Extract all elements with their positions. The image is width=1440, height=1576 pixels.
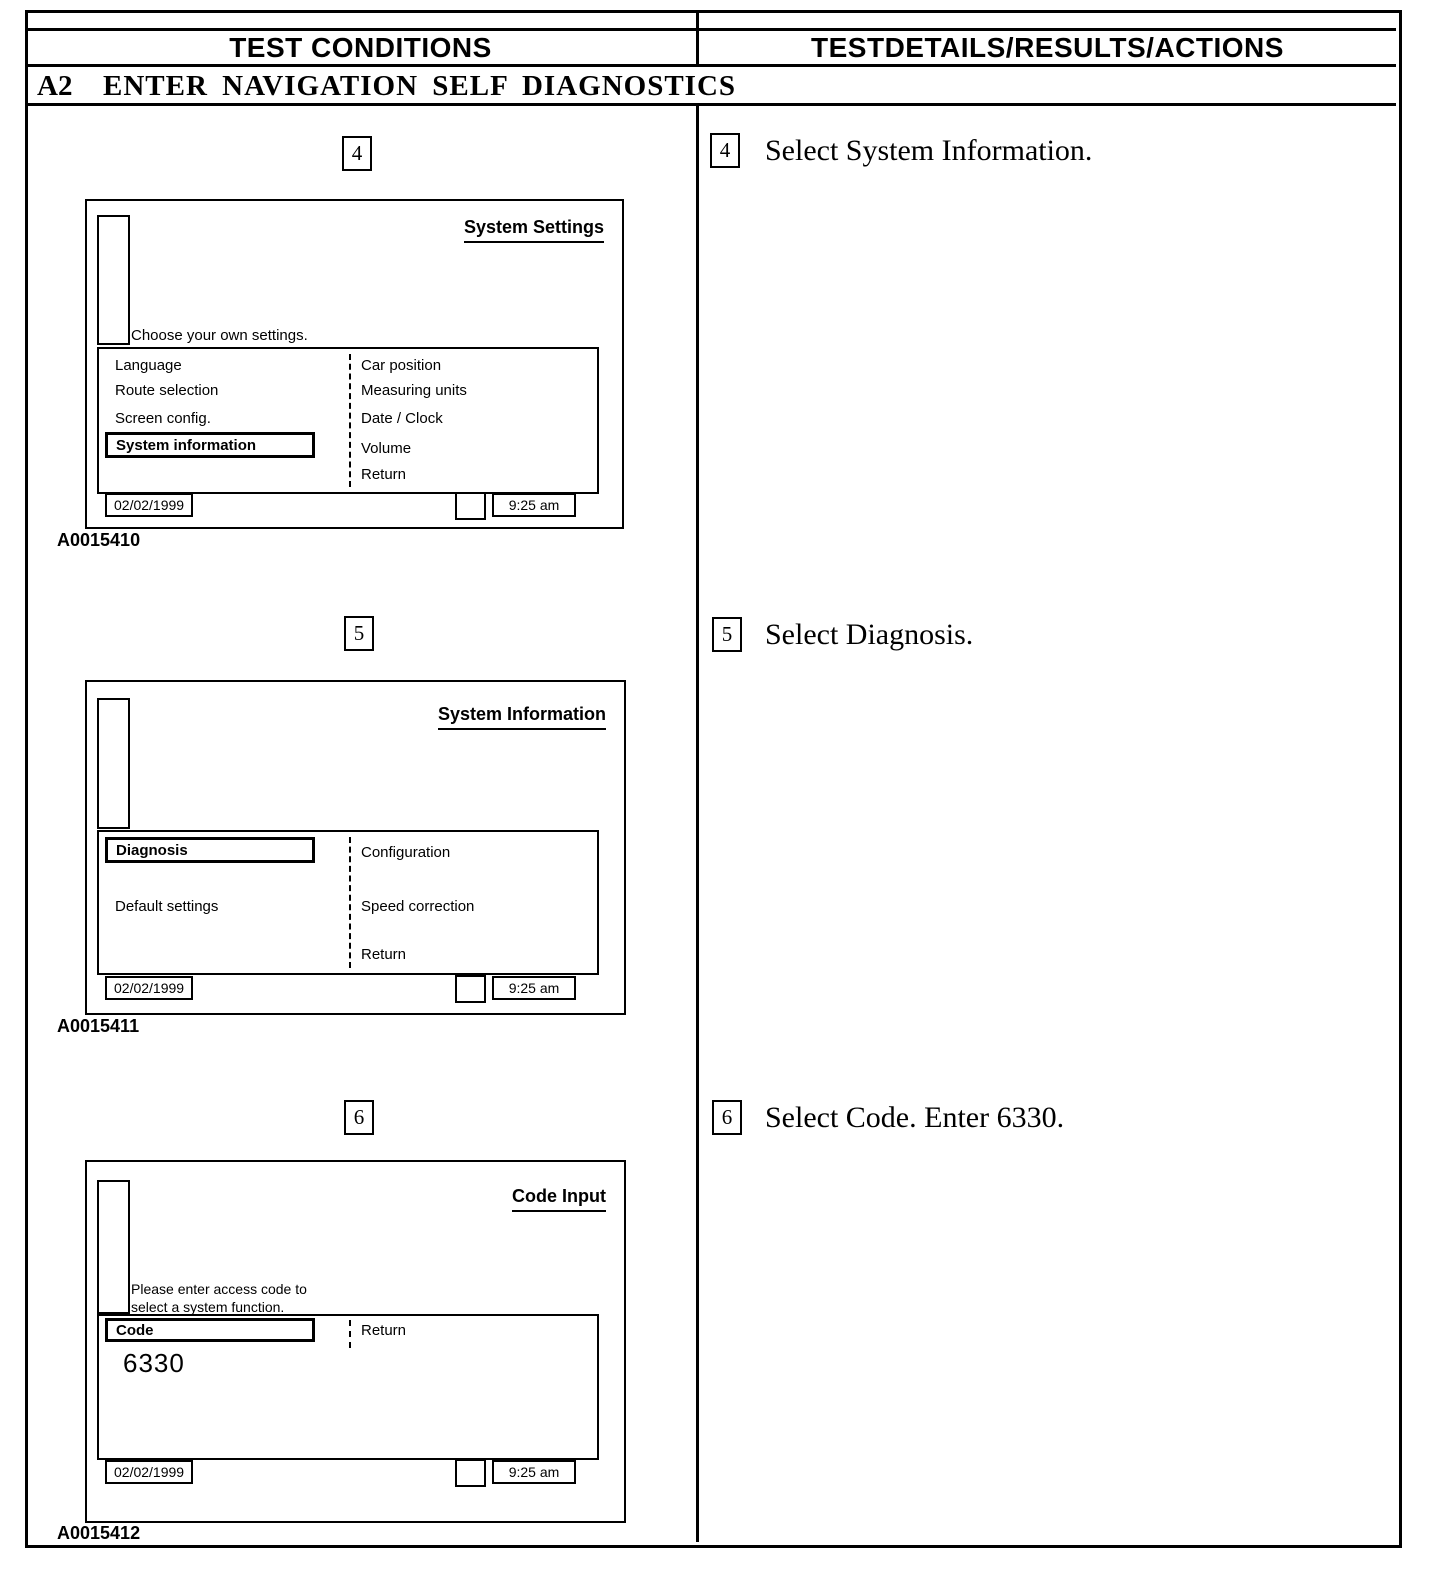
section-bottom-rule <box>28 103 1396 106</box>
menu-item: Configuration <box>361 844 451 861</box>
screen-title: System Settings <box>464 217 604 243</box>
figure-callout-number: 6 <box>344 1100 374 1135</box>
menu-item: Measuring units <box>361 382 467 399</box>
date-display: 02/02/1999 <box>105 1460 193 1484</box>
menu-panel <box>97 830 599 975</box>
menu-item-selected: System information <box>105 432 315 458</box>
column-divider <box>696 106 699 1542</box>
figure-id-label: A0015410 <box>57 530 141 550</box>
menu-item-selected: Code <box>105 1318 315 1342</box>
menu-panel <box>97 347 599 494</box>
figure-callout-number: 5 <box>344 616 374 651</box>
step-number: 4 <box>710 133 740 168</box>
col-header-test-conditions: TEST CONDITIONS <box>229 32 492 63</box>
figure-id-label: A0015411 <box>57 1016 140 1036</box>
menu-panel <box>97 1314 599 1460</box>
step-action: Select Diagnosis. <box>765 618 974 651</box>
time-display: 9:25 am <box>492 976 576 1000</box>
screen-edge-bar <box>97 698 130 829</box>
step-action: Select System Information. <box>765 134 1093 167</box>
figure-callout-number: 4 <box>342 136 372 171</box>
menu-divider <box>349 354 351 487</box>
screen-prompt: Choose your own settings. <box>131 327 308 344</box>
code-value: 6330 <box>123 1348 185 1378</box>
screen-title: System Information <box>438 704 606 730</box>
menu-item: Return <box>361 466 407 483</box>
menu-item: Date / Clock <box>361 410 443 427</box>
figure-screen-system-settings <box>85 199 624 529</box>
menu-divider <box>349 1320 351 1348</box>
time-display: 9:25 am <box>492 1460 576 1484</box>
section-id: A2 <box>37 70 73 102</box>
menu-item: Default settings <box>115 898 219 915</box>
figure-screen-system-information <box>85 680 626 1015</box>
col-header-test-details: TESTDETAILS/RESULTS/ACTIONS <box>811 32 1284 63</box>
step-action: Select Code. Enter 6330. <box>765 1101 1065 1134</box>
figure-screen-code-input <box>85 1160 626 1523</box>
menu-divider <box>349 837 351 968</box>
indicator-box <box>455 492 486 520</box>
header-top-rule <box>28 28 1396 31</box>
indicator-box <box>455 975 486 1003</box>
menu-item: Car position <box>361 357 442 374</box>
screen-edge-bar <box>97 215 130 345</box>
section-title: ENTER NAVIGATION SELF DIAGNOSTICS <box>103 70 737 102</box>
step-number: 5 <box>712 617 742 652</box>
menu-item: Return <box>361 1322 407 1339</box>
screen-title: Code Input <box>512 1186 606 1212</box>
menu-item: Return <box>361 946 407 963</box>
date-display: 02/02/1999 <box>105 976 193 1000</box>
screen-prompt-line2: select a system function. <box>131 1299 285 1315</box>
time-display: 9:25 am <box>492 493 576 517</box>
menu-item: Screen config. <box>115 410 211 427</box>
screen-prompt-line1: Please enter access code to <box>131 1281 307 1297</box>
date-display: 02/02/1999 <box>105 493 193 517</box>
step-number: 6 <box>712 1100 742 1135</box>
screen-edge-bar <box>97 1180 130 1314</box>
menu-item: Volume <box>361 440 412 457</box>
indicator-box <box>455 1459 486 1487</box>
menu-item: Route selection <box>115 382 219 399</box>
header-bottom-rule <box>28 64 1396 67</box>
menu-item: Speed correction <box>361 898 475 915</box>
figure-id-label: A0015412 <box>57 1523 141 1543</box>
menu-item-selected: Diagnosis <box>105 837 315 863</box>
menu-item: Language <box>115 357 182 374</box>
